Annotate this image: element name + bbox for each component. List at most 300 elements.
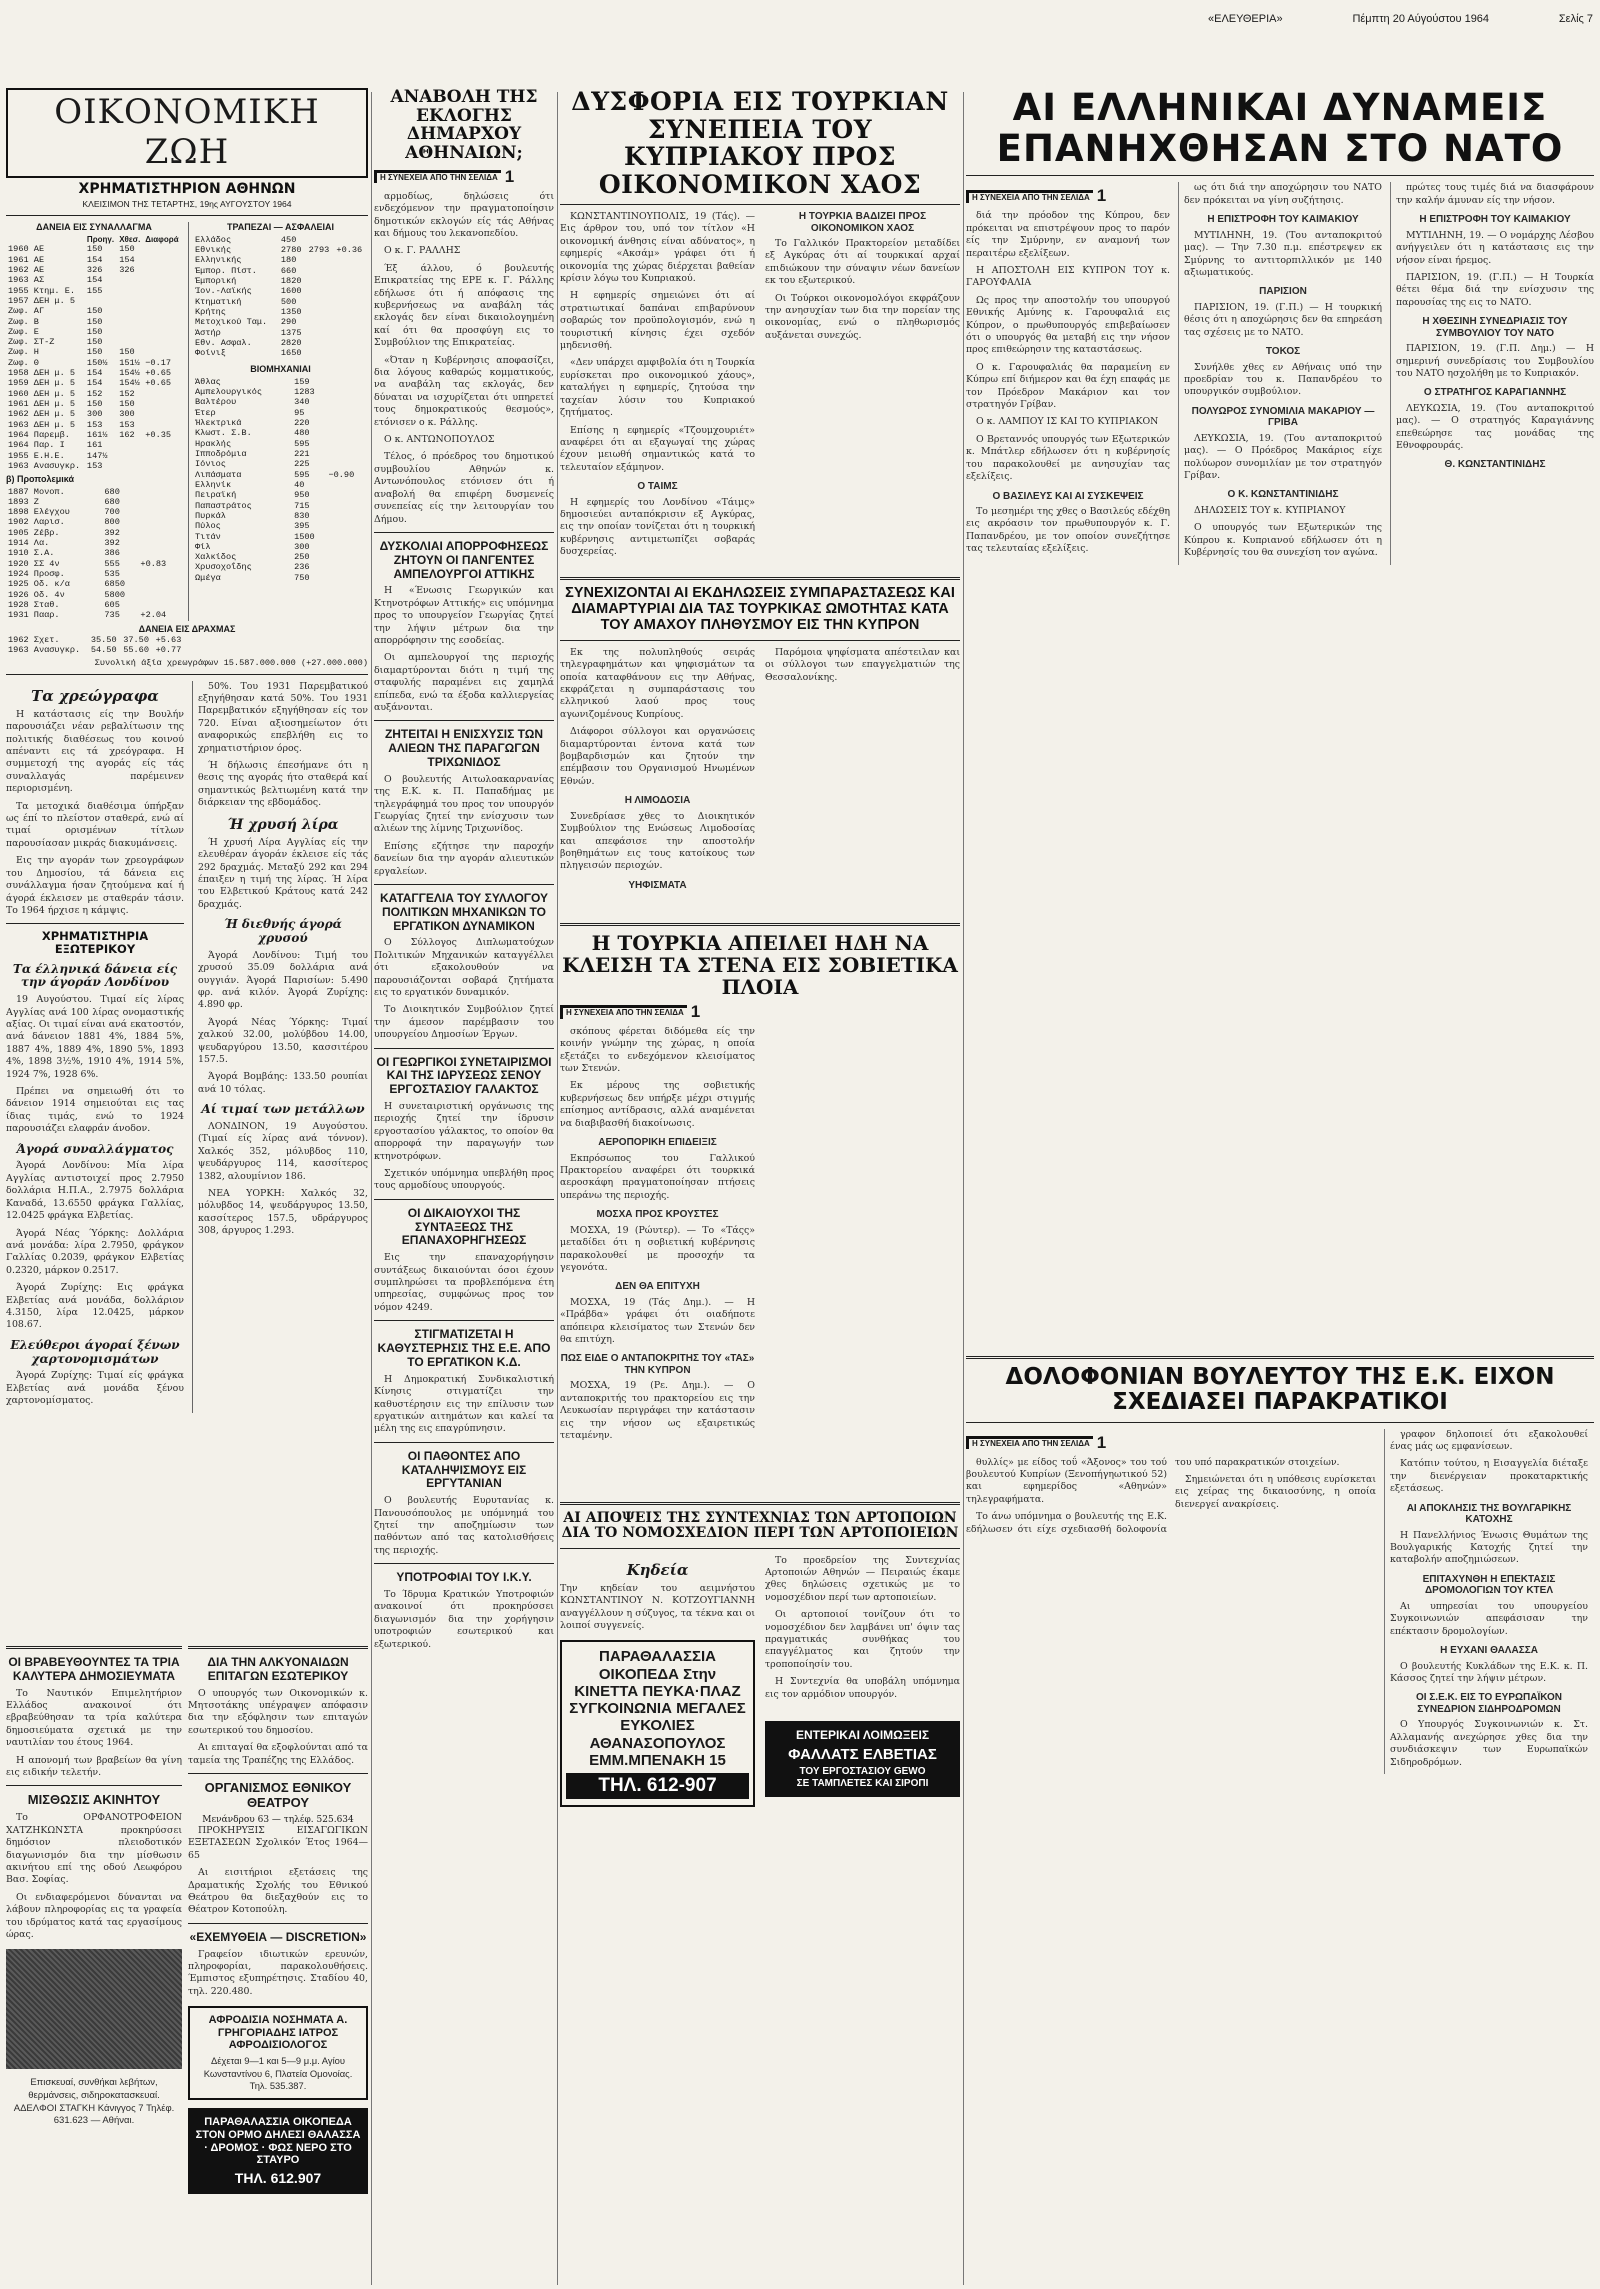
paragraph: Ο Υπουργός Συγκοινωνιών κ. Στ. Αλλαμανής ανεχώρησε χθες δια την συνδιάσκεψιν των Ευρωπαϊκών Σιδηροδρόμων.: [1390, 1719, 1588, 1768]
london-title: Τα έλληνικά δάνεια είς την άγοράν Λονδίνου: [12, 961, 178, 990]
drachma-title: ΔΑΝΕΙΑ ΕΙΣ ΔΡΑΧΜΑΣ: [138, 623, 236, 634]
loan-row: [6, 255, 182, 265]
paragraph: «Δεν υπάρχει αμφιβολία ότι η Τουρκία ευρίσκεται προ οικονομικού χάους», καταλήγει η εφημερίς, ζητούσα την ταχείαν λύσιν του Κυπριακού ζητήματος.: [560, 357, 755, 419]
nato-body-1: [966, 210, 1170, 555]
divider: [963, 92, 964, 2285]
stagkis-ad: Επισκευαί, συνθήκαι λεβήτων, θερμάνσεις, σιδηροκατασκευαί. ΑΔΕΛΦΟΙ ΣΤΑΓΚΗ Κάνιγγος 7 Τηλέφ. 631.623 — Αθήναι.: [13, 2077, 175, 2127]
table-cell: Μετοχικού Ταμ.: [195, 317, 268, 328]
industry-row: [193, 418, 368, 428]
rent-body: [6, 1812, 182, 1941]
paragraph: σκόπους φέρεται διδόμεθα είς την κοινήν γνώμην της χώρας, η οποία εξετάζει το ενδεχόμενον κλεισίματος των Στενών.: [560, 1025, 755, 1075]
table-cell: 1920 ΣΣ 4ν: [8, 558, 60, 569]
soldiers-body: [6, 1688, 182, 1780]
table-cell: Ιόνιος: [195, 459, 226, 470]
paragraph: Εις την αγοράν των χρεογράφων του Δημοσίου, τά δάνεια εις συνάλλαγμα ήσαν ζητούμενα καί ή άγορά έκλεισεν με σταθεράν τάσιν. Το 1964 ήρχισε η κάμψις.: [6, 855, 184, 916]
rent-headline: ΜΙΣΘΩΣΙΣ ΑΚΙΝΗΤΟΥ: [27, 1792, 161, 1808]
iky-body: [374, 1589, 554, 1651]
table-cell: [117, 306, 143, 316]
cont-marker-2: Η ΣΥΝΕΧΕΙΑ ΑΠΟ ΤΗΝ ΣΕΛΙΔΑ 1: [560, 1002, 700, 1022]
paragraph: Ή δήλωσις έπεσήμανε ότι η θεσις της αγοράς ήτο σταθερά καί σημαντικώς βελτιωμένη κατά την διάρκειαν της εβδομάδος.: [198, 760, 368, 809]
table-cell: [307, 328, 335, 338]
table-cell: 153: [119, 419, 135, 430]
paragraph: Το Διοικητικόν Συμβούλιον ζητεί την άμεσον παρέμβασιν του υπουργείου Δημοσίων Έργων.: [374, 1004, 554, 1041]
table-cell: Έμπορική: [195, 275, 237, 286]
industry-row: [193, 490, 368, 500]
paragraph: Ο Σύλλογος Διπλωματούχων Πολιτικών Μηχανικών καταγγέλλει ότι εξακολουθούν να παρουσιάζονται σοβαρά ζητήματα εις το εργατικόν δυναμικόν.: [374, 937, 554, 999]
loan-row: [6, 430, 182, 440]
industry-title: ΒΙΟΜΗΧΑΝΙΑΙ: [250, 364, 311, 375]
paragraph: ΚΩΝΣΤΑΝΤΙΝΟΥΠΟΛΙΣ, 19 (Τάς). — Εις άρθρον του, υπό τον τίτλον «Η οικονομική άνθησις είναι αδύνατος», η εφημερίς «Ακσάμ» γράφει ότι ή οικονομία της χώρας διέρχεται βαθείαν κρίσιν λόγω του Κυπριακού.: [560, 211, 755, 285]
table-cell: 1961 ΔΕΗ μ. 5: [8, 399, 76, 410]
table-cell: [326, 532, 368, 542]
paragraph: Οι Τούρκοι οικονομολόγοι εκφράζουν την ανησυχίαν των δια την πορείαν της οικονομίας, ενώ ο πληθωρισμός αυξάνεται συνεχώς.: [765, 292, 960, 341]
bank-row: [193, 245, 368, 255]
table-cell: Ζωφ. Η: [8, 347, 39, 358]
paragraph: Άγορά Λονδίνου: Τιμή του χρυσού 35.09 δολλάρια ανά ουγγιάν. Άγορά Παρισίων: 5.490 φρ. ανά κιλόν. Άγορά Ζυρίχης: 4.890 φρ.: [198, 949, 368, 1011]
loans-title: ΔΑΝΕΙΑ ΕΙΣ ΣΥΝΑΛΛΑΓΜΑ: [36, 222, 152, 233]
table-cell: Κτηματική: [195, 296, 242, 307]
subheading: Η ΧΘΕΣΙΝΗ ΣΥΝΕΔΡΙΑΣΙΣ ΤΟΥ ΣΥΜΒΟΥΛΙΟΥ ΤΟΥ ΝΑΤΟ: [1422, 316, 1568, 339]
table-cell: [307, 297, 335, 307]
table-cell: 150: [119, 347, 135, 358]
prewar-loan-row: [6, 610, 182, 620]
paragraph: Έξ άλλου, ό βουλευτής Επικρατείας της ΕΡΕ κ. Γ. Ράλλης εδήλωσε ότι ή απόφασις της κυβερνήσεως να αναβάλη τάς εκλογάς δεν είναι δικαιολογημένη καί ότι θα προσφύγη εις το Συμβούλιον της Επικρατείας.: [374, 262, 554, 349]
table-cell: [138, 487, 182, 497]
paragraph: Η Συντεχνία θα υποβάλη υπόμνημα εις τον αρμόδιον υπουργόν.: [765, 1676, 960, 1700]
loan-row: [6, 420, 182, 430]
masthead-date: Πέμπτη 20 Αύγούστου 1964: [1352, 13, 1490, 25]
subheading: ΟΙ Σ.Ε.Κ. ΕΙΣ ΤΟ ΕΥΡΩΠΑΪΚΟΝ ΣΥΝΕΔΡΙΟΝ ΣΙΔΗΡΟΔΡΟΜΩΝ: [1415, 1692, 1563, 1715]
table-cell: +2.04: [140, 610, 167, 621]
table-cell: 950: [294, 490, 310, 501]
exchange-title: ΧΡΗΜΑΤΙΣΤΗΡΙΟΝ ΑΘΗΝΩΝ: [78, 181, 296, 197]
subheading: Ο ΤΑΙΜΣ: [637, 481, 678, 493]
table-cell: 1959 ΔΕΗ μ. 5: [8, 378, 76, 389]
prewar-loan-row: [6, 569, 182, 579]
table-cell: 1350: [280, 306, 302, 317]
table-cell: [117, 327, 143, 337]
table-cell: 735: [104, 610, 120, 621]
condolence-headline: Κηδεία: [626, 1560, 689, 1579]
table-cell: 680: [104, 496, 120, 507]
patients-headline: ΟΙ ΠΑΘΟΝΤΕΣ ΑΠΟ ΚΑΤΑΛΗΨΙΣΜΟΥΣ ΕΙΣ ΕΡΓΥΤΑΝΙΑΝ: [401, 1448, 527, 1491]
table-cell: 680: [104, 486, 120, 497]
table-cell: 326: [119, 264, 135, 275]
table-cell: [117, 451, 143, 461]
cont-marker: Η ΣΥΝΕΧΕΙΑ ΑΠΟ ΤΗΝ ΣΕΛΙΔΑ 1: [374, 167, 514, 187]
paragraph: Παρόμοια ψηφίσματα απέστειλαν και οι σύλλογοι των επαγγελματιών της Θεσσαλονίκης.: [765, 646, 960, 683]
loan-row: [6, 368, 182, 378]
loan-row: [6, 275, 182, 285]
table-cell: 54.50: [90, 645, 117, 656]
nato-section: [966, 88, 1594, 1338]
metal-prices-body: [198, 1121, 368, 1238]
table-cell: 154½: [119, 378, 140, 389]
paragraph: ΛΕΥΚΩΣΙΑ, 19. (Του ανταποκριτού μας). — Ο στρατηγός Καραγιάννης επεθεώρησε τας μονάδας της Εθνοφρουράς.: [1396, 402, 1594, 452]
paragraph: Τέλος, ό πρόεδρος του δημοτικού συμβουλίου Αθηνών κ. Αντωνόπουλος ετόνισεν ότι ή αναβολή θα επιφέρη δυσμενείς συνεπείας είς την λειτουργίαν του Δήμου.: [374, 451, 554, 525]
paragraph: Άγορά Λονδίνου: Μία λίρα Αγγλίας αντιστοιχεί προς 2.7950 δολλάρια Η.Π.Α., 2.7975 δολλάρια Καναδά, 13.6550 φράγκα Γαλλίας, 12.0425 φράγκα Ελβετίας.: [6, 1160, 184, 1222]
table-cell: Ήλεκτρικά: [195, 418, 242, 429]
table-cell: 154: [119, 254, 135, 265]
table-cell: [326, 511, 368, 521]
table-cell: Φοίνιξ: [195, 348, 226, 359]
table-cell: [326, 449, 368, 459]
table-cell: [307, 286, 335, 296]
table-cell: Αμπελουργικός: [195, 387, 263, 398]
table-cell: Ιπποδρόμια: [195, 449, 247, 460]
murder-body-1: [966, 1457, 1376, 1536]
paragraph: ΠΑΡΙΣΙΟΝ, 19. (Γ.Π. Δημ.) — Η σημερινή συνεδρίασις του Συμβουλίου του ΝΑΤΟ ησχολήθη με το Κυπριακόν.: [1396, 343, 1594, 379]
free-title: Ελεύθεροι άγοραί ξένων χαρτονομισμάτων: [10, 1337, 180, 1366]
banks-title: ΤΡΑΠΕΖΑΙ — ΑΣΦΑΛΕΙΑΙ: [226, 222, 335, 233]
engineers-body: [374, 937, 554, 1041]
paragraph: Γραφείον ιδιωτικών ερευνών, πληροφορίαι, παρακολουθήσεις. Έμπιστος εξυπηρέτησις. Σταδίου 40, τηλ. 220.480.: [188, 1948, 368, 1997]
table-cell: Ελληνικής: [195, 255, 242, 266]
paragraph: Οι αρτοποιοί τονίζουν ότι το νομοσχέδιον δεν λαμβάνει υπ' όψιν τας πραγματικάς συνθήκας του επαγγέλματος και ζητούν την τροποποίησίν του.: [765, 1609, 960, 1670]
table-cell: 1893 Ζ: [8, 496, 39, 507]
table-cell: [326, 552, 368, 562]
table-cell: [143, 337, 182, 347]
industry-row: [193, 387, 368, 397]
table-cell: 340: [294, 397, 310, 408]
prewar-loan-row: [6, 548, 182, 558]
table-cell: [326, 387, 368, 397]
metals-body: [198, 950, 368, 1096]
table-cell: 395: [294, 521, 310, 532]
subheading: ΥΗΦΙΣΜΑΤΑ: [628, 879, 687, 891]
table-cell: Ζωφ. Β: [8, 316, 39, 327]
table-cell: 37.50: [123, 634, 149, 645]
table-cell: 150: [119, 399, 135, 410]
table-cell: [307, 276, 335, 286]
industry-row: [193, 459, 368, 469]
table-cell: [143, 265, 182, 275]
paragraph: Άγορά Ζυρίχης: Τιμαί είς φράγκα Ελβετίας ανά μονάδα ξένου χαρτονομίσματος.: [6, 1370, 184, 1407]
table-cell: 2820: [280, 337, 302, 348]
table-cell: 715: [294, 500, 310, 511]
table-cell: 1963 Ανασυγκρ.: [8, 460, 81, 471]
industry-row: [193, 408, 368, 418]
pensions-headline: ΟΙ ΔΙΚΑΙΟΥΧΟΙ ΤΗΣ ΣΥΝΤΑΞΕΩΣ ΤΗΣ ΕΠΑΝΑΧΟΡΗΓΗΣΕΩΣ: [401, 1205, 527, 1248]
paragraph: Άγορά Νέας Ύόρκης: Τιμαί χαλκού 32.00, μολύβδου 14.00, ψευδαργύρου 13.50, κασσιτέρου 157.5.: [198, 1016, 368, 1066]
prewar-loan-row: [6, 487, 182, 497]
table-cell: [117, 275, 143, 285]
table-cell: 300: [86, 409, 103, 420]
table-cell: 386: [104, 548, 120, 559]
prewar-loan-row: [6, 538, 182, 548]
subheading: ΑΙ ΑΠΟΚΛΗΣΙΣ ΤΗΣ ΒΟΥΛΓΑΡΙΚΗΣ ΚΑΤΟΧΗΣ: [1406, 1502, 1572, 1526]
table-cell: 392: [104, 527, 120, 538]
fish-headline: ΖΗΤΕΙΤΑΙ Η ΕΝΙΣΧΥΣΙΣ ΤΩΝ ΑΛΙΕΩΝ ΤΗΣ ΠΑΡΑΓΩΓΩΝ ΤΡΙΧΩΝΙΔΟΣ: [384, 727, 544, 769]
industry-row: [193, 439, 368, 449]
fallaz-line3: ΤΟΥ ΕΡΓΟΣΤΑΣΙΟΥ GEWO: [799, 1766, 926, 1778]
prewar-loan-row: [6, 497, 182, 507]
table-cell: 1600: [280, 286, 302, 297]
bank-row: [193, 297, 368, 307]
table-cell: [143, 347, 182, 357]
table-cell: 830: [294, 510, 310, 521]
table-cell: 535: [104, 569, 120, 580]
table-cell: Πύλος: [195, 521, 221, 532]
paragraph: ΠΡΟΚΗΡΥΞΙΣ ΕΙΣΑΓΩΓΙΚΩΝ ΕΞΕΤΑΣΕΩΝ Σχολικόν Έτος 1964—65: [188, 1824, 368, 1861]
table-cell: 1500: [294, 531, 315, 542]
table-cell: [117, 440, 143, 450]
exemythia-headline: «ΕΧΕΜΥΘΕΙΑ — DISCRETION»: [189, 1929, 367, 1944]
subheading: Η ΛΙΜΟΔΟΣΙΑ: [624, 795, 691, 807]
nato-headline: ΑΙ ΕΛΛΗΝΙΚΑΙ ΔΥΝΑΜΕΙΣ ΕΠΑΝΗΧΘΗΣΑΝ ΣΤΟ ΝΑΤΟ: [996, 88, 1564, 170]
doctor-ad: [188, 2006, 368, 2100]
subheading: Η ΤΟΥΡΚΙΑ ΒΑΔΙΖΕΙ ΠΡΟΣ ΟΙΚΟΝΟΜΙΚΟΝ ΧΑΟΣ: [798, 211, 927, 234]
table-cell: 236: [294, 562, 310, 573]
table-cell: Ζωφ. Ε: [8, 326, 39, 337]
loan-row: [6, 461, 182, 471]
table-cell: [138, 497, 182, 507]
loan-row: [6, 286, 182, 296]
masthead-page: Σελίς 7: [1558, 13, 1593, 25]
table-cell: Φίλ: [195, 541, 211, 552]
table-cell: [117, 286, 143, 296]
table-cell: Ίον.-Λαϊκής: [195, 286, 252, 297]
table-cell: [143, 389, 182, 399]
table-cell: Εθν. Ασφαλ.: [195, 337, 252, 348]
table-cell: Έμπορ. Πίστ.: [195, 265, 257, 276]
table-cell: Ωμέγα: [195, 572, 221, 583]
table-cell: 326: [86, 264, 103, 275]
paragraph: Εκ της πολυπληθούς σειράς τηλεγραφημάτων και ψηφισμάτων τα οποία καταφθάνουν εις την Αθήνας, εκφράζεται η συμπαράστασις του ελληνικού λαού προς τους αγωνιζομένους Κυπρίους.: [560, 646, 755, 720]
table-cell: Έτερ: [195, 407, 216, 418]
table-cell: 1375: [280, 327, 302, 338]
drachma-row: [6, 635, 186, 645]
table-cell: +0.77: [155, 645, 182, 656]
sympathy-body: [560, 647, 960, 917]
table-cell: [307, 255, 335, 265]
table-cell: [143, 296, 182, 306]
loan-row: [6, 296, 182, 306]
paragraph: Σημειώνεται ότι η υπόθεσις ευρίσκεται εις χείρας της δικαιοσύνης, η οποία διενεργεί ανακρίσεις.: [1175, 1474, 1376, 1510]
table-cell: Κρήτης: [195, 306, 226, 317]
table-cell: [307, 307, 335, 317]
fish-body: [374, 774, 554, 878]
table-cell: 1910 Σ.Α.: [8, 548, 55, 559]
table-cell: [143, 275, 182, 285]
paragraph: Συνεδρίασε χθες το Διοικητικόν Συμβούλιον της Ενώσεως Λιμοδοσίας και απεφάσισε την αποστολήν βοηθημάτων εις τους κατοίκους των πληγεισών περιοχών.: [560, 810, 755, 872]
fallaz-line1: ΕΝΤΕΡΙΚΑΙ ΛΟΙΜΩΞΕΙΣ: [795, 1728, 930, 1743]
loan-row: [6, 265, 182, 275]
prewar-loan-row: [6, 528, 182, 538]
milk-headline: ΟΙ ΓΕΩΡΓΙΚΟΙ ΣΥΝΕΤΑΙΡΙΣΜΟΙ ΚΑΙ ΤΗΣ ΙΔΡΥΣΕΩΣ ΣΕΝΟΥ ΕΡΓΟΣΤΑΣΙΟΥ ΓΑΛΑΚΤΟΣ: [376, 1054, 552, 1097]
prewar-loan-row: [6, 559, 182, 569]
subheading: ΠΟΛΥΩΡΟΣ ΣΥΝΟΜΙΛΙΑ ΜΑΚΑΡΙΟΥ — ΓΡΙΒΑ: [1191, 405, 1375, 429]
loan-row: [6, 409, 182, 419]
industry-row: [193, 521, 368, 531]
subheading: ΜΟΣΧΑ ΠΡΟΣ ΚΡΟΥΣΤΕΣ: [596, 1209, 719, 1221]
table-cell: 154: [86, 254, 103, 265]
table-cell: [143, 327, 182, 337]
table-cell: 180: [280, 255, 297, 266]
table-cell: [138, 600, 182, 610]
table-cell: [326, 428, 368, 438]
table-cell: 150: [86, 399, 103, 410]
table-cell: [143, 306, 182, 316]
table-cell: 1962 ΑΕ: [8, 264, 45, 275]
market-commentary: [198, 681, 368, 810]
table-cell: [307, 266, 335, 276]
prewar-loan-row: [6, 590, 182, 600]
paragraph: Ο υπουργός των Εξωτερικών της Κύπρου κ. Κυπριανού εδήλωσεν ότι η Κυβέρνησίς του θα συνεχίση τον αγώνα.: [1184, 522, 1382, 559]
paragraph: Εις την επαναχορήγησιν συντάξεως δικαιούνται όσοι έχουν συμπληρώσει τα προβλεπόμενα έτη υπηρεσίας, συμφώνως προς τον νόμον 4249.: [374, 1252, 554, 1313]
masthead-paper: «ΕΛΕΥΘΕΡΙΑ»: [1208, 13, 1283, 25]
paragraph: θυλλίς» με είδος τοΰ «Άξονος» του τού βουλευτού Κυπρίων (Ξενοπήγηωτικού 52) και εφημερίδος «Αθηνών» τηλεγραφήματα.: [966, 1456, 1167, 1505]
table-cell: 220: [294, 418, 310, 429]
loan-row: [6, 399, 182, 409]
paragraph: ΜΟΣΧΑ, 19 (Τάς Δημ.). — Η «Πράβδα» γράφει ότι οιαδήποτε απόπειρα κλεισίματος των Στενών δεν θα επιτύχη.: [560, 1296, 755, 1346]
bank-row: [193, 255, 368, 265]
industry-row: [193, 573, 368, 583]
loan-row: [6, 451, 182, 461]
table-cell: [117, 337, 143, 347]
soldiers-headline: ΟΙ ΒΡΑΒΕΥΘΟΥΝΤΕΣ ΤΑ ΤΡΙΑ ΚΑΛΥΤΕΡΑ ΔΗΜΟΣΙΕΥΜΑΤΑ: [8, 1655, 180, 1683]
turkey-body: [560, 211, 960, 571]
mt-title: Αί τιμαί των μετάλλων: [201, 1102, 365, 1117]
table-cell: 1961 ΑΕ: [8, 254, 45, 265]
subheading: Η ΕΠΙΣΤΡΟΦΗ ΤΟΥ ΚΑΙΜΑΚΙΟΥ: [1419, 214, 1571, 226]
table-cell: [326, 418, 368, 428]
divider: [371, 92, 372, 2285]
free-body: [6, 1370, 184, 1407]
subheading: ΔΕΝ ΘΑ ΕΠΙΤΥΧΗ: [615, 1281, 700, 1293]
paragraph: γραφον δηλοποιεί ότι εξακολουθεί ένας μάς ως εμφανίσεων.: [1390, 1428, 1588, 1452]
paragraph: Επίσης εζήτησε την παροχήν δανείων δια την αγοράν αλιευτικών εργαλείων.: [374, 840, 554, 877]
industry-table: [193, 377, 368, 583]
condolence-body: Την κηδείαν του αειμνήστου ΚΩΝΣΤΑΝΤΙΝΟΥ Ν. ΚΟΤΖΟΥΓΙΑΝΝΗ αναγγέλλουν η σύζυγος, τα τέκνα και οι λοιποί συγγενείς.: [560, 1582, 755, 1632]
ampel-body: [374, 585, 554, 714]
fallaz-ad: [765, 1721, 960, 1797]
bank-row: [193, 286, 368, 296]
table-cell: [143, 255, 182, 265]
theatre-headline: ΟΡΓΑΝΙΣΜΟΣ ΕΘΝΙΚΟΥ ΘΕΑΤΡΟΥ: [204, 1780, 352, 1810]
table-cell: [117, 461, 143, 471]
table-cell: [117, 317, 143, 327]
table-cell: 154½: [119, 368, 140, 379]
table-cell: 1962 ΔΕΗ μ. 5: [8, 409, 76, 420]
table-cell: 450: [280, 234, 297, 245]
ships-headline: Η ΤΟΥΡΚΙΑ ΑΠΕΙΛΕΙ ΗΔΗ ΝΑ ΚΛΕΙΣΗ ΤΑ ΣΤΕΝΑ ΕΙΣ ΣΟΒΙΕΤΙΚΑ ΠΛΟΙΑ: [562, 930, 958, 999]
subheading: Ο ΒΑΣΙΛΕΥΣ ΚΑΙ ΑΙ ΣΥΣΚΕΨΕΙΣ: [992, 490, 1144, 502]
table-cell: −0.17: [145, 357, 172, 368]
loan-row: [6, 306, 182, 316]
table-cell: [307, 348, 335, 358]
table-cell: [326, 377, 368, 387]
table-cell: 500: [280, 296, 297, 307]
table-cell: 161½: [86, 429, 108, 440]
paragraph: Το μεσημέρι της χθες ο Βασιλεύς εδέχθη εις ακρόασιν τον πρωθυπουργόν κ. Γ. Παπανδρέου, με τον οποίον συνεζήτησε τας τελευταίας εξελίξεις.: [966, 506, 1170, 555]
paragraph: ως ότι διά την αποχώρησιν του ΝΑΤΟ δεν πρόκειται να γίνη συζήτησις.: [1184, 182, 1382, 206]
gold-title: Ή χρυσή λίρα: [227, 816, 339, 833]
table-cell: 595: [294, 469, 310, 480]
table-cell: 1650: [280, 348, 302, 359]
paragraph: Οι αμπελουργοί της περιοχής διαμαρτύρονται διότι η τιμή της σταφυλής παραμένει εις χαμηλά επίπεδα, ενώ τα έξοδα καλλιεργείας αυξάνονται.: [374, 652, 554, 713]
paragraph: Η συνεταιριστική οργάνωσις της περιοχής ζητεί την ίδρυσιν εργοστασίου γάλακτος, το οποίον θα απορροφά την παραγωγήν των κτηνοτρόφων.: [374, 1101, 554, 1162]
metals-title: Ή διεθνής άγορά χρυσού: [224, 917, 342, 945]
divider: [557, 92, 558, 2285]
paragraph: Επίσης η εφημερίς «Τζουμχουριέτ» αναφέρει ότι αι εξαγωγαί της χώρας έχουν μειωθή σημαντικώς κατά το τελευταίον εξάμηνον.: [560, 424, 755, 473]
paragraph: Το Γαλλικόν Πρακτορείον μεταδίδει εξ Αγκύρας ότι αί τουρκικαί αρχαί επιδιώκουν την σύναψιν νέων δανείων εκ του εξωτερικού.: [765, 238, 960, 287]
paragraph: Διάφοροι σύλλογοι και οργανώσεις διαμαρτύρονται έντονα κατά των βομβαρδισμών και ζητούν την επέμβασιν του Οργανισμού Ηνωμένων Εθνών.: [560, 726, 755, 787]
paragraph: Κατόπιν τούτου, η Εισαγγελία διέταξε την διενέργειαν προκαταρκτικής εξετάσεως.: [1390, 1458, 1588, 1495]
bank-row: [193, 348, 368, 358]
bank-row: [193, 266, 368, 276]
table-cell: [326, 521, 368, 531]
paragraph: Ο κ. ΛΑΜΠΟΥ ΙΣ ΚΑΙ ΤΟ ΚΥΠΡΙΑΚΟΝ: [976, 416, 1159, 428]
paragraph: Το προεδρείον της Συντεχνίας Αρτοποιών Αθηνών — Πειραιώς έκαμε χθες δηλώσεις σχετικώς με το νομοσχέδιον περί των αρτοποιείων.: [765, 1554, 960, 1603]
table-cell: [307, 317, 335, 327]
col2-bottom: [188, 1640, 368, 2280]
table-cell: 1928 Σταθ.: [8, 599, 60, 610]
subheading: ΑΕΡΟΠΟΡΙΚΗ ΕΠΙΔΕΙΞΙΣ: [598, 1137, 717, 1149]
masthead: [1208, 8, 1593, 30]
paragraph: ΜΥΤΙΛΗΝΗ, 19. (Του ανταποκριτού μας). — Την 7.30 π.μ. επέστρεψεν εκ Σμύρνης το αντιτορπιλλικόν με 140 αξιωματικούς.: [1184, 229, 1382, 278]
table-cell: [307, 235, 335, 245]
table-cell: 151½: [119, 357, 140, 368]
table-cell: [143, 409, 182, 419]
table-cell: 150: [86, 337, 103, 348]
subheading: Ο ΣΤΡΑΤΗΓΟΣ ΚΑΡΑΓΙΑΝΝΗΣ: [1423, 387, 1567, 399]
postpone-body: [374, 191, 554, 526]
prewar-loan-row: [6, 600, 182, 610]
stove-photo: [6, 1949, 182, 2069]
table-cell: 161: [86, 440, 103, 451]
theatre-body: [188, 1825, 368, 1917]
murder-section: [966, 1350, 1594, 2285]
xrem-title: Τα χρεώγραφα: [31, 686, 159, 705]
paragraph: αρμοδίως, δηλώσεις ότι ενδεχόμενον την πραγματοποίησιν δημοτικών εκλογών είς τάς Αθήνας και δήμους του λεκανοπεδίου.: [374, 190, 554, 239]
paragraph: Ο βουλευτής Κυκλάδων της Ε.Κ. κ. Π. Κάσσος ζητεί την λήψιν μέτρων.: [1390, 1660, 1588, 1684]
table-cell: [138, 579, 182, 589]
table-cell: Χαλκίδος: [195, 552, 237, 563]
milk-body: [374, 1101, 554, 1193]
column-header: Διαφορά: [145, 234, 179, 244]
paragraph: 19 Αυγούστου. Τιμαί είς λίρας Αγγλίας ανά 100 λίρας ονομαστικής αξίας. Οι τιμαί είναι ανά εκατοστόν, ανά δάνειον 1881 4%, 1884 5%, 1887 4%, 1889 4%, 1890 5%, 1893 4%, 1898 3½%, 1910 4%, 1914 5%, 1924 7%, 1928 6%.: [6, 994, 184, 1080]
paragraph: ΝΕΑ ΥΟΡΚΗ: Χαλκός 32, μόλυβδος 14, ψευδάργυρος 13.50, κασσίτερος 157.5, υδράργυρος 308, άργυρος 1.293.: [198, 1188, 368, 1237]
paragraph: Αι επιταγαί θα εξοφλούνται από τα ταμεία της Τραπέζης της Ελλάδος.: [188, 1742, 368, 1766]
table-cell: 1964 Παρ. Ι: [8, 440, 65, 451]
kinetta-ad: [560, 1640, 755, 1807]
table-cell: 150: [86, 244, 103, 255]
table-cell: [138, 569, 182, 579]
table-cell: 1902 Λαρισ.: [8, 517, 65, 528]
table-cell: 1963 ΑΣ: [8, 275, 45, 286]
industry-row: [193, 511, 368, 521]
column-header: [6, 235, 85, 245]
london-body: [6, 994, 184, 1135]
table-cell: 150: [86, 326, 103, 337]
industry-row: [193, 501, 368, 511]
plot-ad: [188, 2108, 368, 2194]
table-cell: [143, 317, 182, 327]
paragraph: Η εφημερίς του Λονδίνου «Τάιμς» δημοσιεύει ανταπόκρισιν εξ Αγκύρας, εις την οποίαν τονίζεται ότι η τουρκική κυβέρνησις αντιμετωπίζει σοβαράς δυσχερείας.: [560, 496, 755, 558]
fallaz-line4: ΣΕ ΤΑΜΠΛΕΤΕΣ ΚΑΙ ΣΙΡΟΠΙ: [796, 1777, 929, 1789]
nato-body-3: [1390, 182, 1594, 564]
table-cell: 300: [119, 409, 135, 420]
table-cell: +0.83: [140, 558, 167, 569]
table-cell: Πυρκάλ: [195, 510, 226, 521]
curr-title: Άγορά συναλλάγματος: [16, 1141, 174, 1156]
table-cell: 605: [104, 599, 120, 610]
table-cell: Τιτάν: [195, 531, 221, 542]
subheading: Θ. ΚΩΝΣΤΑΝΤΙΝΙΔΗΣ: [1444, 459, 1546, 471]
table-cell: 1964 Παρεμβ.: [8, 429, 70, 440]
table-cell: [143, 244, 182, 254]
